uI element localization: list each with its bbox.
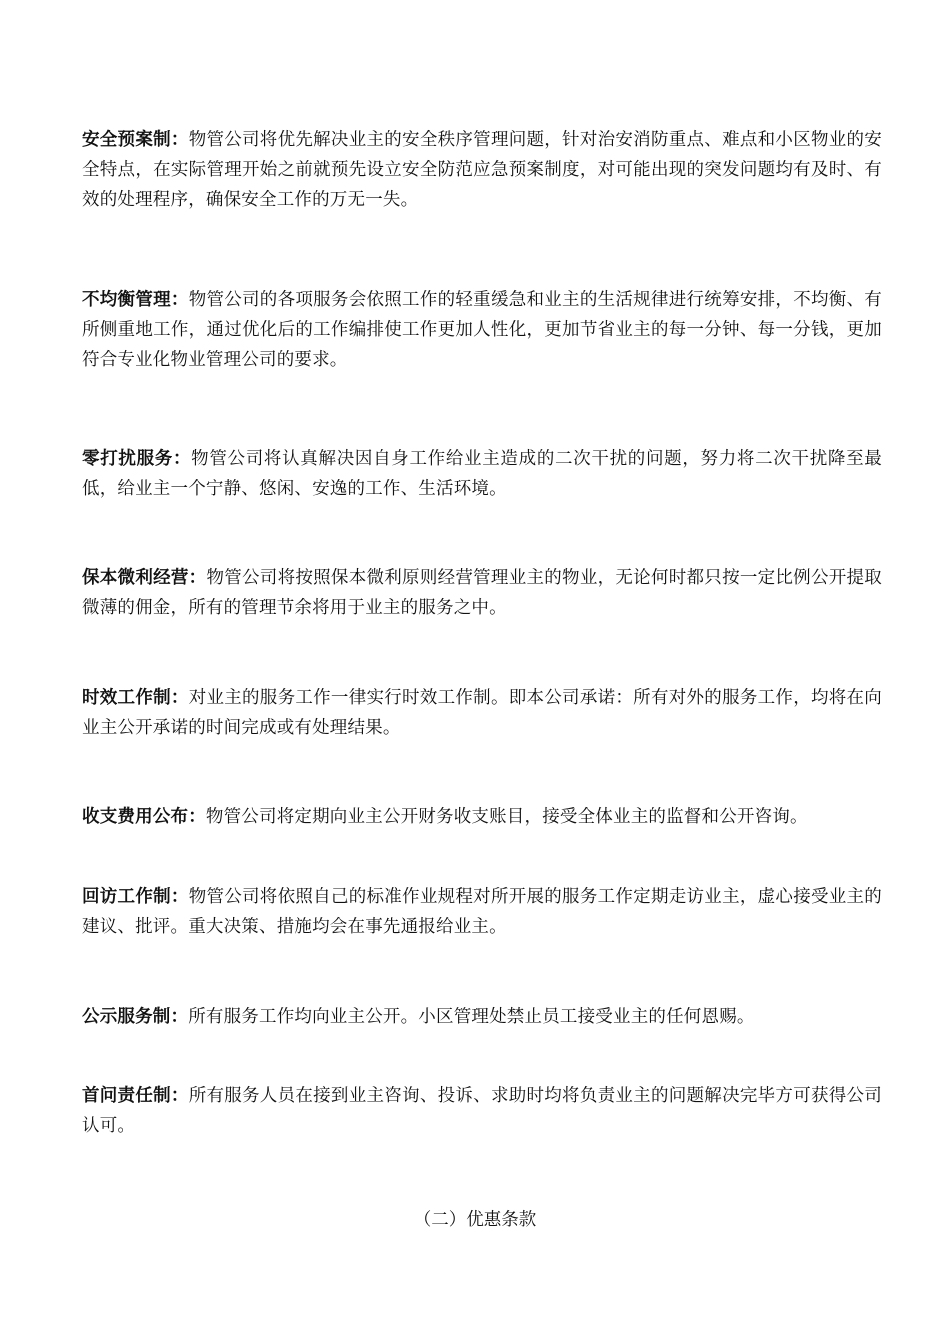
paragraph-term: 公示服务制：: [82, 1007, 189, 1027]
paragraph-term: 不均衡管理：: [82, 290, 189, 310]
paragraph-term: 时效工作制：: [82, 688, 189, 708]
paragraph-text: 对业主的服务工作一律实行时效工作制。即本公司承诺：所有对外的服务工作，均将在向业主公开承诺的时间完成或有处理结果。: [82, 688, 883, 738]
paragraph-expense-disclosure: [82, 802, 882, 832]
paragraph-zero-disturbance: [82, 444, 882, 504]
paragraph-safety-plan: [82, 125, 882, 215]
paragraph-term: 首问责任制：: [82, 1086, 189, 1106]
paragraph-text: 所有服务工作均向业主公开。小区管理处禁止员工接受业主的任何恩赐。: [188, 1007, 755, 1027]
paragraph-text: 物管公司将依照自己的标准作业规程对所开展的服务工作定期走访业主，虚心接受业主的建议、批评。重大决策、措施均会在事先通报给业主。: [82, 887, 883, 937]
paragraph-public-service: [82, 1002, 882, 1032]
section-heading: （二）优惠条款: [413, 1210, 537, 1230]
paragraph-term: 收支费用公布：: [82, 807, 206, 827]
paragraph-return-visit: [82, 882, 882, 942]
paragraph-text: 物管公司将定期向业主公开财务收支账目，接受全体业主的监督和公开咨询。: [205, 807, 808, 827]
paragraph-term: 保本微利经营：: [82, 568, 207, 588]
paragraph-term: 回访工作制：: [82, 887, 189, 907]
paragraph-time-efficiency: [82, 683, 882, 743]
paragraph-text: 物管公司的各项服务会依照工作的轻重缓急和业主的生活规律进行统筹安排，不均衡、有所侧重地工作，通过优化后的工作编排使工作更加人性化，更加节省业主的每一分钟、每一分钱，更加符合专业化物业管理公司的要求。: [82, 290, 883, 370]
paragraph-uneven-management: [82, 285, 882, 375]
paragraph-text: 物管公司将优先解决业主的安全秩序管理问题，针对治安消防重点、难点和小区物业的安全特点，在实际管理开始之前就预先设立安全防范应急预案制度，对可能出现的突发问题均有及时、有效的处理程序，确保安全工作的万无一失。: [82, 130, 883, 210]
paragraph-text: 物管公司将按照保本微利原则经营管理业主的物业，无论何时都只按一定比例公开提取微薄的佣金，所有的管理节余将用于业主的服务之中。: [82, 568, 882, 618]
paragraph-break-even: [82, 563, 882, 623]
paragraph-term: 零打扰服务：: [82, 449, 192, 469]
paragraph-term: 安全预案制：: [82, 130, 189, 150]
paragraph-text: 物管公司将认真解决因自身工作给业主造成的二次干扰的问题，努力将二次干扰降至最低，给业主一个宁静、悠闲、安逸的工作、生活环境。: [82, 449, 882, 499]
paragraph-first-responsibility: [82, 1081, 882, 1141]
paragraph-text: 所有服务人员在接到业主咨询、投诉、求助时均将负责业主的问题解决完毕方可获得公司认可。: [82, 1086, 883, 1136]
